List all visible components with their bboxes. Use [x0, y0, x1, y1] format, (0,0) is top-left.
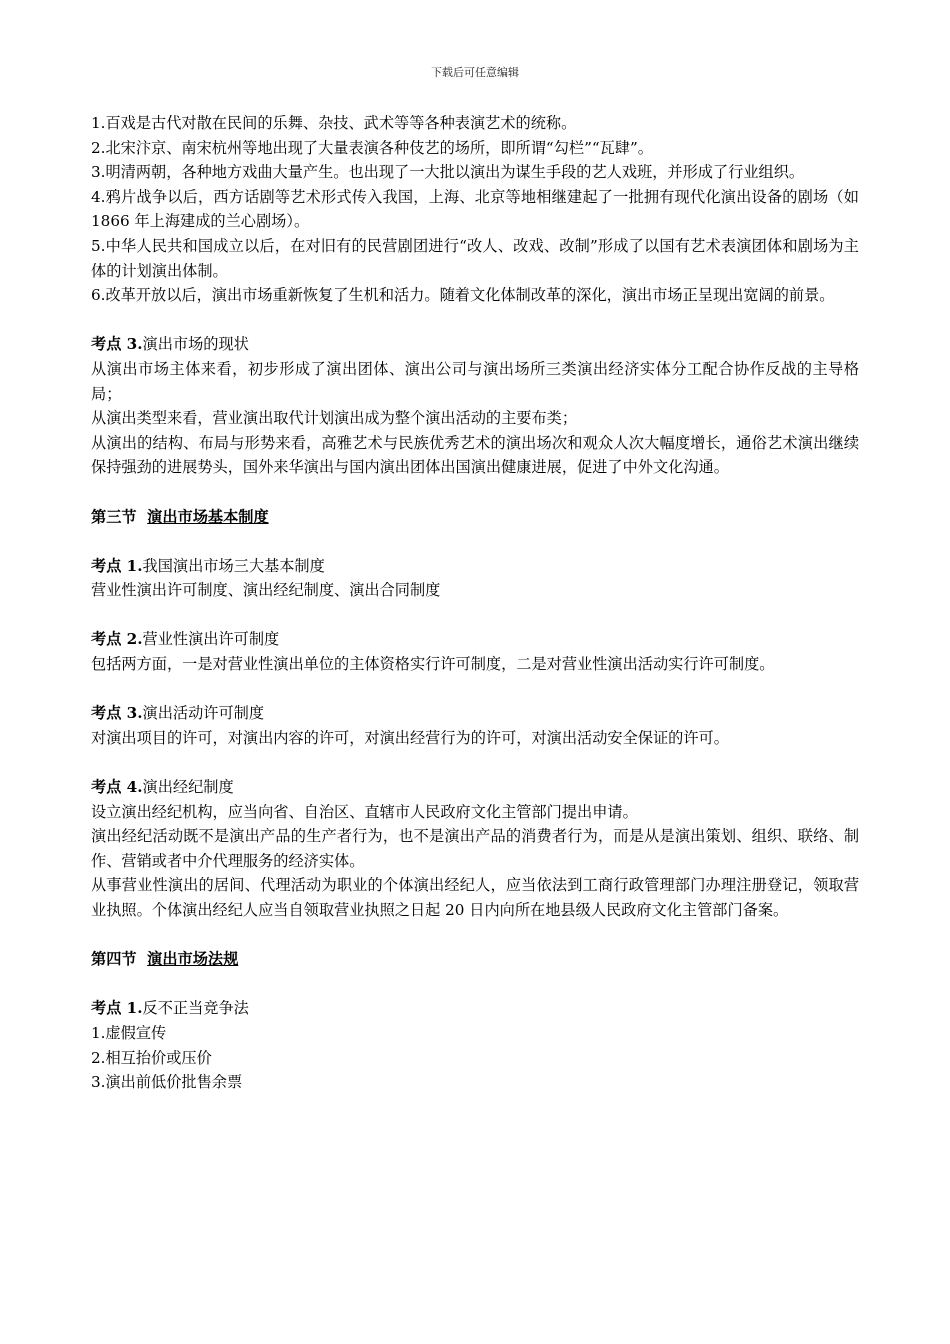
s3-kd2-label: 考点 2. — [91, 630, 143, 649]
kd3-status-heading — [91, 332, 859, 357]
s3-kd4-label: 考点 4. — [91, 778, 143, 797]
s3-kd4-para-3: 从事营业性演出的居间、代理活动为职业的个体演出经纪人，应当依法到工商行政管理部门办理注册登记，领取营业执照。个体演出经纪人应当自领取营业执照之日起 20 日内向所在地县级人民政府文化主管部门备案。 — [91, 876, 859, 919]
section4-label: 第四节 — [91, 950, 137, 969]
section3-title: 演出市场基本制度 — [147, 507, 269, 526]
section4-heading — [91, 947, 859, 972]
kd3-status-title: 演出市场的现状 — [142, 335, 249, 354]
history-item-4: 4.鸦片战争以后，西方话剧等艺术形式传入我国，上海、北京等地相继建起了一批拥有现代化演出设备的剧场（如 1866 年上海建成的兰心剧场）。 — [91, 187, 859, 231]
kd3-status-label: 考点 3. — [91, 335, 143, 354]
s3-kd1-para-1: 营业性演出许可制度、演出经纪制度、演出合同制度 — [91, 581, 441, 600]
s3-kd2-para-1: 包括两方面，一是对营业性演出单位的主体资格实行许可制度，二是对营业性演出活动实行许可制度。 — [91, 655, 775, 674]
s4-kd1-title: 反不正当竞争法 — [142, 999, 249, 1018]
s3-kd3-label: 考点 3. — [91, 704, 143, 723]
s4-kd1-item-3: 3.演出前低价批售余票 — [91, 1073, 243, 1092]
history-item-5: 5.中华人民共和国成立以后，在对旧有的民营剧团进行“改人、改戏、改制”形成了以国有艺术表演团体和剧场为主体的计划演出体制。 — [91, 236, 859, 280]
s3-kd4-heading — [91, 775, 859, 800]
document-body — [91, 111, 859, 1095]
s4-kd1-label: 考点 1. — [91, 999, 143, 1018]
s3-kd1-label: 考点 1. — [91, 556, 143, 575]
section4-title: 演出市场法规 — [147, 950, 239, 969]
s3-kd3-heading — [91, 701, 859, 726]
page-header: 下载后可任意编辑 — [431, 66, 519, 79]
kd3-status-para-2: 从演出类型来看，营业演出取代计划演出成为整个演出活动的主要布类； — [91, 409, 577, 428]
history-item-1: 1.百戏是古代对散在民间的乐舞、杂技、武术等等各种表演艺术的统称。 — [91, 114, 577, 132]
s3-kd4-para-2: 演出经纪活动既不是演出产品的生产者行为，也不是演出产品的消费者行为，而是从是演出策划、组织、联络、制作、营销或者中介代理服务的经济实体。 — [91, 827, 859, 870]
history-item-6: 6.改革开放以后，演出市场重新恢复了生机和活力。随着文化体制改革的深化，演出市场正呈现出宽阔的前景。 — [91, 286, 835, 305]
kd3-status-para-1: 从演出市场主体来看，初步形成了演出团体、演出公司与演出场所三类演出经济实体分工配合协作反战的主导格局； — [91, 359, 859, 403]
history-item-2: 2.北宋汴京、南宋杭州等地出现了大量表演各种伎艺的场所，即所谓“勾栏”“瓦肆”。 — [91, 138, 653, 157]
s4-kd1-item-1: 1.虚假宣传 — [91, 1023, 167, 1042]
s4-kd1-item-2: 2.相互抬价或压价 — [91, 1048, 212, 1067]
s3-kd2-title: 营业性演出许可制度 — [142, 630, 280, 649]
kd3-status-para-3: 从演出的结构、布局与形势来看，高雅艺术与民族优秀艺术的演出场次和观众人次大幅度增长，通俗艺术演出继续保持强劲的进展势头，国外来华演出与国内演出团体出国演出健康进展，促进了中外文化沟通。 — [91, 433, 859, 477]
history-item-3: 3.明清两朝，各种地方戏曲大量产生。也出现了一大批以演出为谋生手段的艺人戏班，并形成了行业组织。 — [91, 163, 805, 182]
section3-label: 第三节 — [91, 507, 137, 526]
s3-kd4-para-1: 设立演出经纪机构，应当向省、自治区、直辖市人民政府文化主管部门提出申请。 — [91, 802, 638, 821]
s3-kd3-title: 演出活动许可制度 — [142, 704, 265, 723]
section3-heading — [91, 505, 859, 530]
s3-kd1-title: 我国演出市场三大基本制度 — [142, 556, 325, 575]
s3-kd2-heading — [91, 627, 859, 652]
s4-kd1-heading — [91, 996, 859, 1021]
s3-kd3-para-1: 对演出项目的许可，对演出内容的许可，对演出经营行为的许可，对演出活动安全保证的许可。 — [91, 728, 729, 747]
s3-kd4-title: 演出经纪制度 — [142, 778, 234, 797]
s3-kd1-heading — [91, 554, 859, 579]
